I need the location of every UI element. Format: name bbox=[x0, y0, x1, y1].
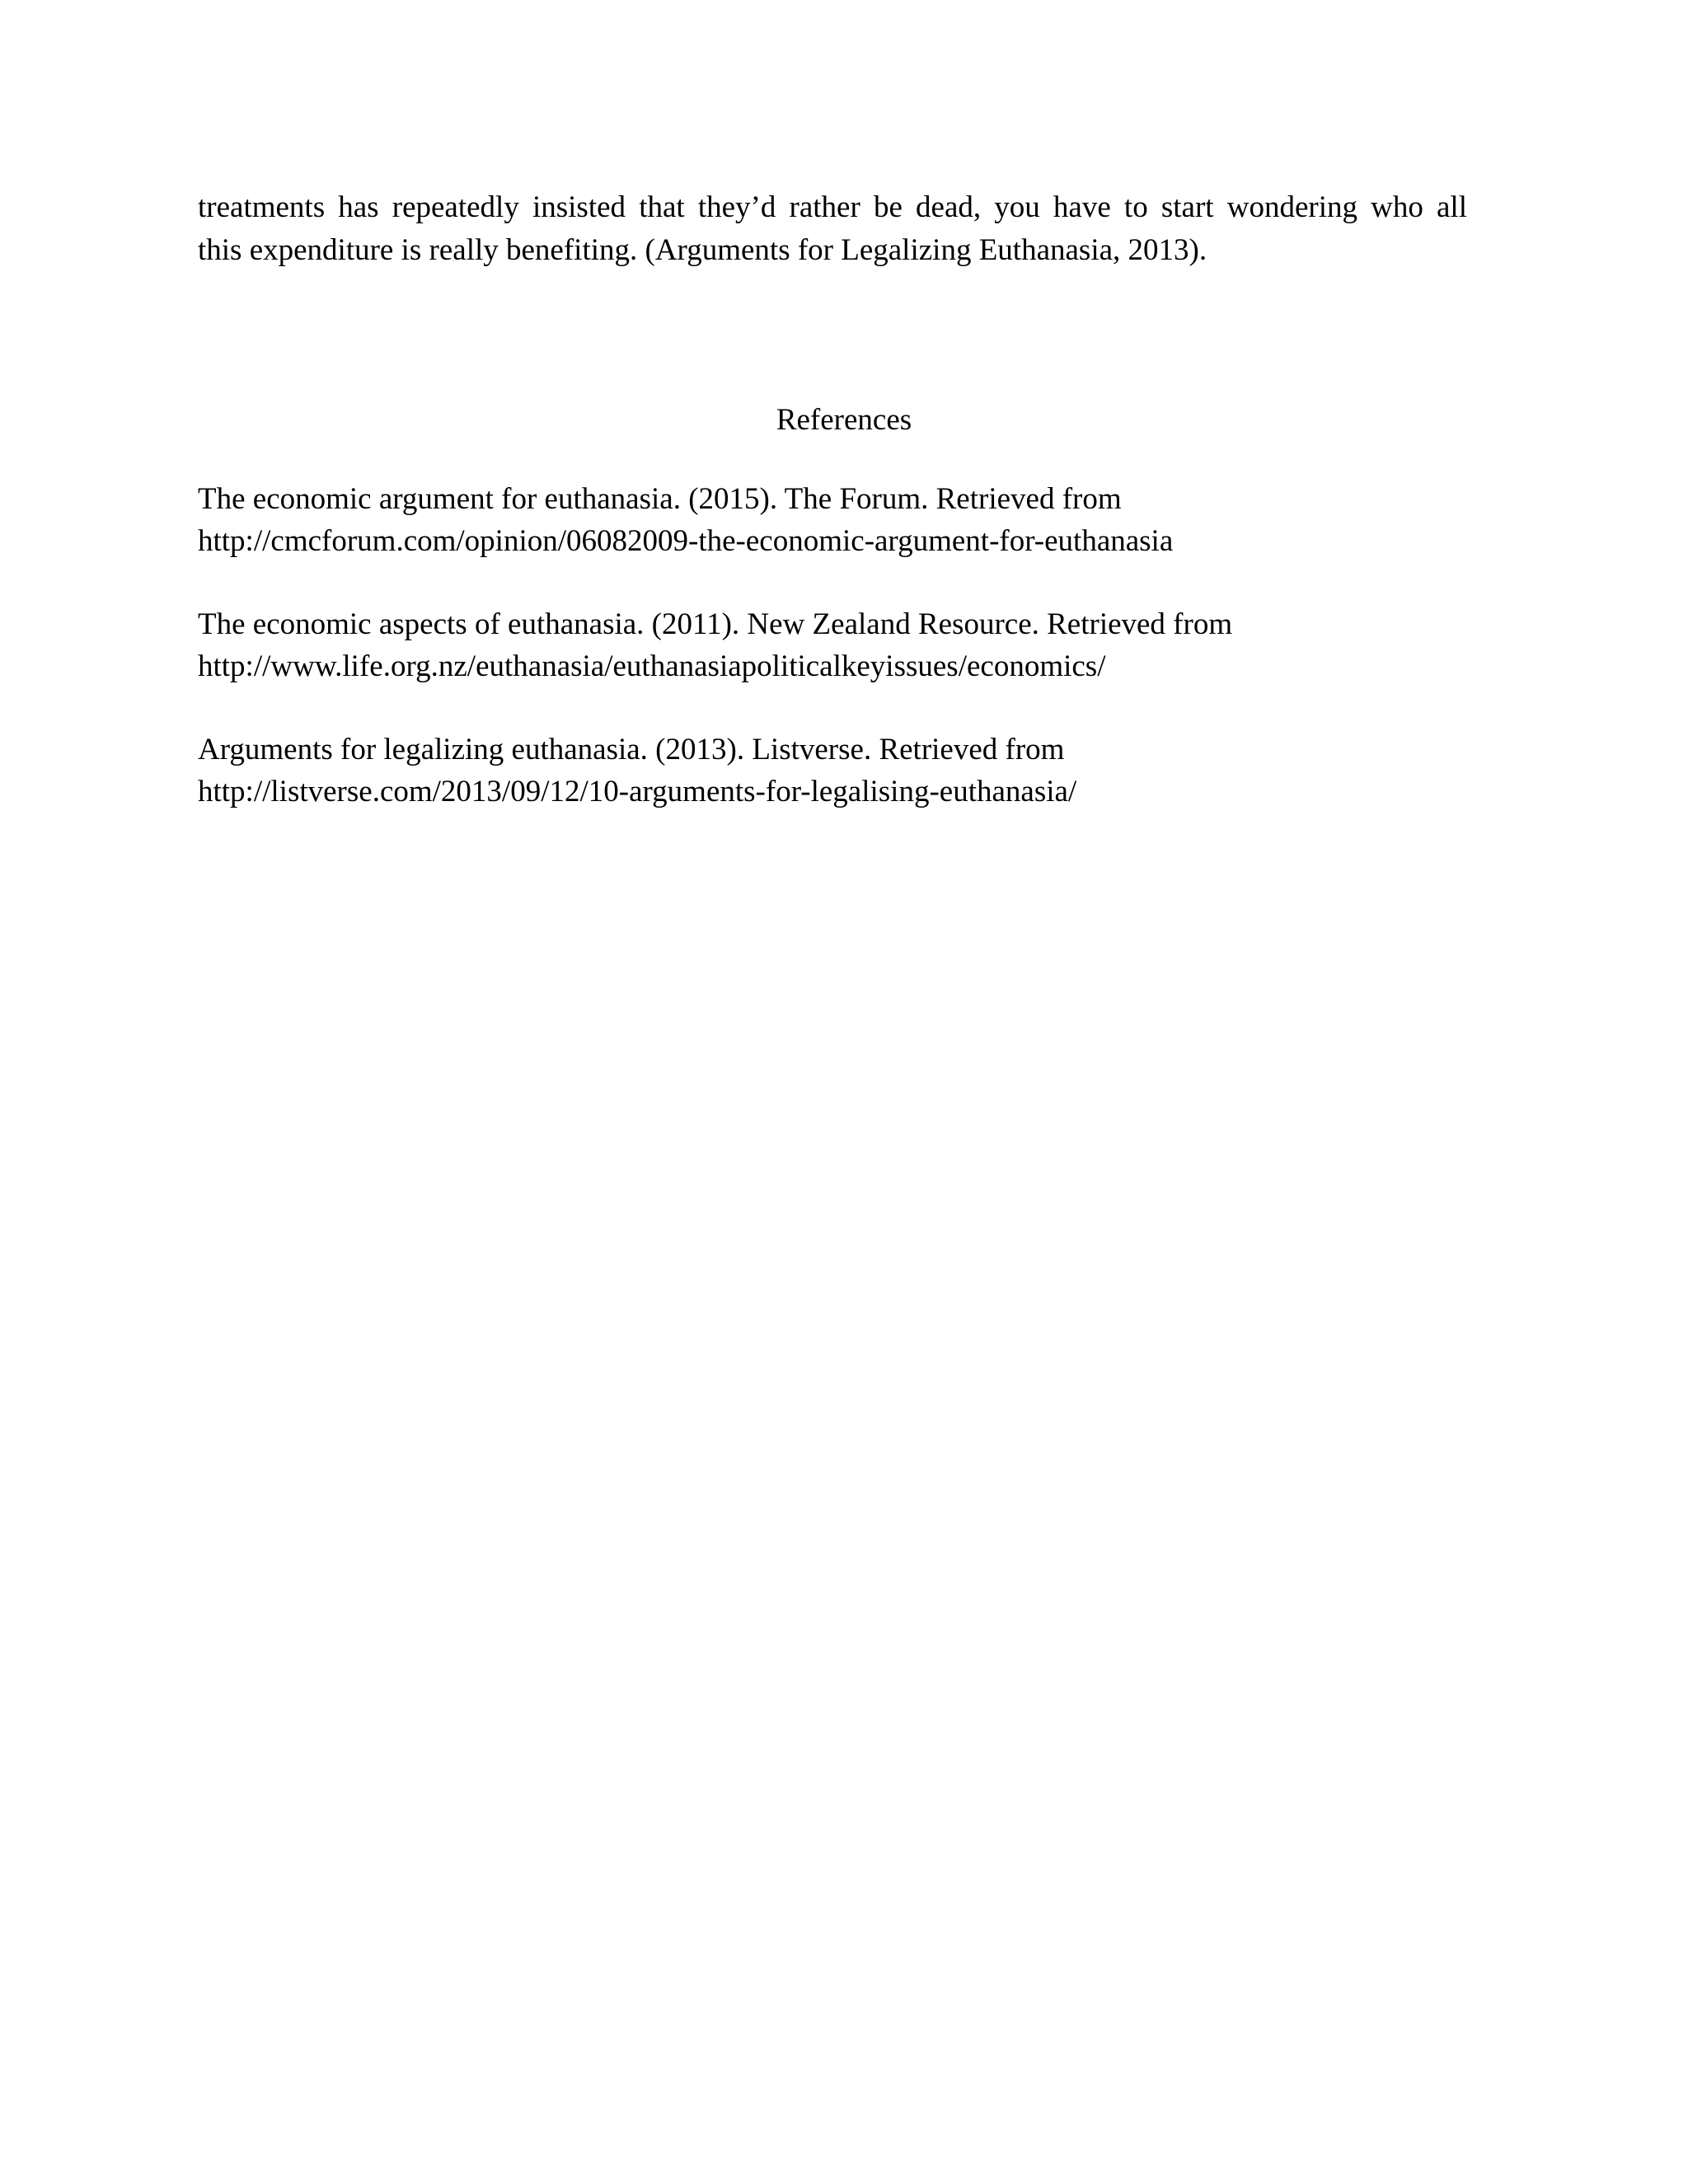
reference-url: http://www.life.org.nz/euthanasia/euthanasiapoliticalkeyissues/economics/ bbox=[198, 649, 1106, 683]
reference-url: http://listverse.com/2013/09/12/10-arguments-for-legalising-euthanasia/ bbox=[198, 775, 1077, 808]
references-list bbox=[198, 478, 1484, 854]
reference-citation: The economic aspects of euthanasia. (2011). New Zealand Resource. Retrieved from bbox=[198, 607, 1233, 641]
body-paragraph-line: this expenditure is really benefiting. (Arguments for Legalizing Euthanasia, 2013). bbox=[198, 233, 1207, 267]
reference-citation: The economic argument for euthanasia. (2015). The Forum. Retrieved from bbox=[198, 482, 1122, 516]
reference-entry bbox=[198, 729, 1484, 813]
body-paragraph bbox=[198, 186, 1467, 272]
reference-entry bbox=[198, 478, 1484, 562]
reference-citation: Arguments for legalizing euthanasia. (2013). Listverse. Retrieved from bbox=[198, 733, 1065, 766]
references-heading: References bbox=[776, 403, 912, 437]
body-paragraph-line: treatments has repeatedly insisted that they’d rather be dead, you have to start wondering who all bbox=[198, 190, 1467, 224]
reference-url: http://cmcforum.com/opinion/06082009-the-economic-argument-for-euthanasia bbox=[198, 524, 1174, 558]
reference-entry bbox=[198, 603, 1484, 687]
